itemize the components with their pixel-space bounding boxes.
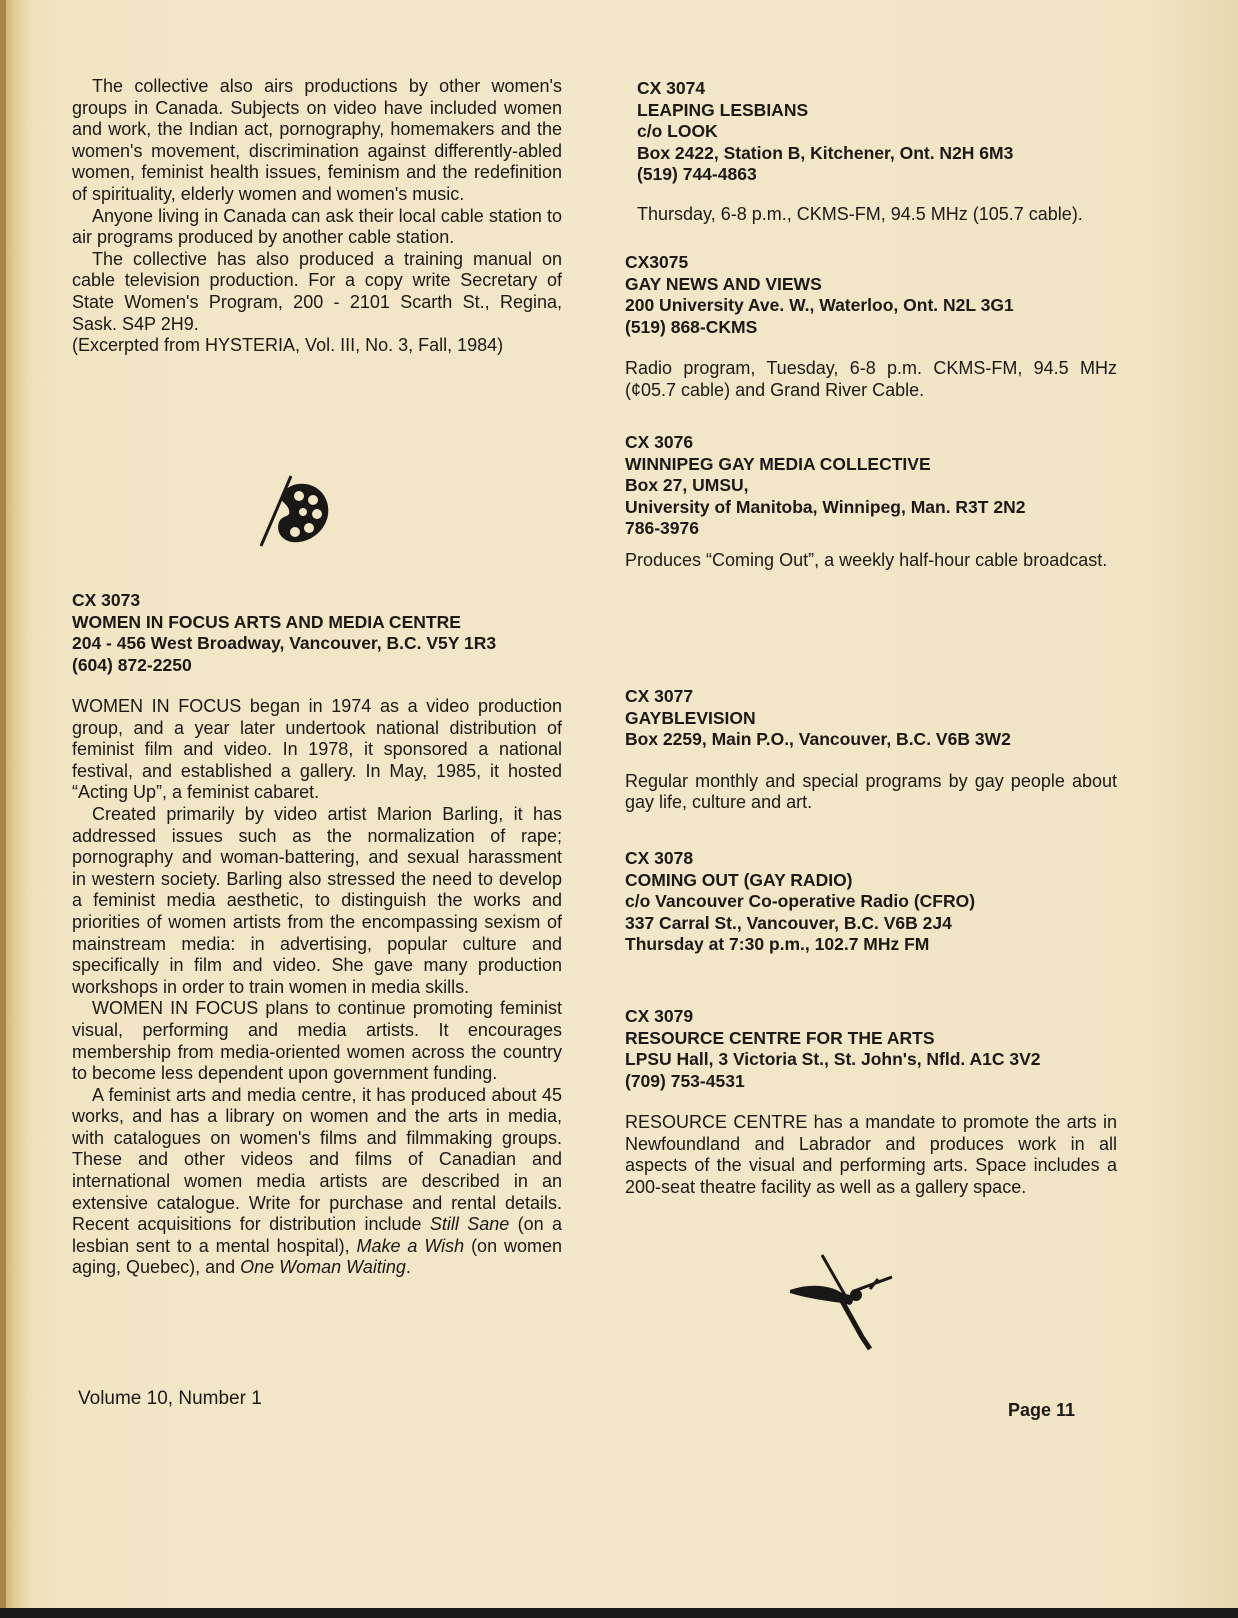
page-spine-shadow [0, 0, 6, 1618]
entry-address: Box 2422, Station B, Kitchener, Ont. N2H 6M3 [637, 142, 1014, 163]
entry-code: CX 3076 [625, 432, 694, 452]
entry-phone: (604) 872-2250 [72, 654, 192, 675]
entry-name: WOMEN IN FOCUS ARTS AND MEDIA CENTRE [72, 611, 461, 632]
entry-code: CX3075 [625, 252, 689, 272]
entry-code: CX 3078 [625, 848, 694, 868]
entry-cx3074 [625, 78, 1117, 225]
entry-description: Produces “Coming Out”, a weekly half-hour cable broadcast. [625, 549, 1108, 570]
entry-description: Regular monthly and special programs by gay people about gay life, culture and art. [625, 770, 1117, 813]
title-one-woman-waiting: One Woman Waiting [240, 1257, 406, 1278]
entry-address: c/o LOOK [637, 121, 718, 141]
entry-schedule: Thursday at 7:30 p.m., 102.7 MHz FM [625, 934, 930, 954]
entry-description: Radio program, Tuesday, 6-8 p.m. CKMS-FM, 94.5 MHz (¢05.7 cable) and Grand River Cable. [625, 358, 1117, 400]
intro-text [72, 76, 562, 357]
entry-address: Box 2259, Main P.O., Vancouver, B.C. V6B 3W2 [625, 729, 1011, 749]
page-number: Page 11 [1008, 1400, 1076, 1420]
entry-cx3077 [625, 686, 1117, 814]
intro-paragraph: Anyone living in Canada can ask their local cable station to air programs produced by another cable station. [72, 205, 562, 248]
entry-paragraph: WOMEN IN FOCUS plans to continue promoting feminist visual, performing and media artists. It encourages membership from media-oriented women across the country to become less dependent upon government funding. [72, 998, 562, 1084]
entry-name: GAY NEWS AND VIEWS [625, 273, 822, 294]
entry-name: WINNIPEG GAY MEDIA COLLECTIVE [625, 453, 931, 474]
page-bottom-edge [0, 1608, 1238, 1618]
entry-description: Thursday, 6-8 p.m., CKMS-FM, 94.5 MHz (105.7 cable). [637, 203, 1083, 224]
entry-name: COMING OUT (GAY RADIO) [625, 869, 853, 890]
entry-description: RESOURCE CENTRE has a mandate to promote the arts in Newfoundland and Labrador and produces work in all aspects of the visual and performing arts. Space includes a 200-seat theatre facility as well as a gallery space. [625, 1112, 1117, 1197]
entry-address: Box 27, UMSU, [625, 475, 749, 495]
intro-paragraph: The collective has also produced a training manual on cable television production. For a copy write Secretary of State Women's Program, 200 - 2101 Scarth St., Regina, Sask. S4P 2H9. [72, 248, 562, 334]
entry-name: RESOURCE CENTRE FOR THE ARTS [625, 1027, 935, 1048]
entry-address: 337 Carral St., Vancouver, B.C. V6B 2J4 [625, 912, 952, 933]
entry-phone: 786-3976 [625, 518, 699, 538]
entry-cx3075 [625, 252, 1117, 401]
title-make-a-wish: Make a Wish [356, 1235, 465, 1256]
entry-cx3073 [72, 590, 562, 1279]
entry-paragraph: WOMEN IN FOCUS began in 1974 as a video production group, and a year later undertook national distribution of feminist film and video. In 1978, it sponsored a national festival, and established a gallery. In May, 1985, it hosted “Acting Up”, a feminist cabaret. [72, 696, 562, 803]
entry-address: c/o Vancouver Co-operative Radio (CFRO) [625, 891, 976, 911]
title-still-sane: Still Sane [429, 1214, 510, 1235]
intro-paragraph: The collective also airs productions by other women's groups in Canada. Subjects on video have included women and work, the Indian act, pornography, homemakers and the women's movement, discrimination against differently-abled women, feminist health issues, feminism and the redefinition of spirituality, elderly women and women's music. [72, 76, 562, 204]
entry-phone: (519) 744-4863 [637, 164, 757, 184]
entry-address: 204 - 456 West Broadway, Vancouver, B.C. V5Y 1R3 [72, 633, 497, 653]
entry-code: CX 3073 [72, 590, 141, 610]
entry-cx3078 [625, 848, 1117, 956]
entry-phone: (709) 753-4531 [625, 1070, 745, 1091]
entry-code: CX 3077 [625, 686, 694, 706]
entry-address: University of Manitoba, Winnipeg, Man. R3T 2N2 [625, 496, 1026, 517]
volume-footer: Volume 10, Number 1 [78, 1388, 262, 1409]
entry-cx3079 [625, 1006, 1117, 1198]
entry-paragraph: A feminist arts and media centre, it has produced about 45 works, and has a library on women and the arts in media, with catalogues on women's films and filmmaking groups. These and other videos and films of Canadian and international women media artists are described in an extensive catalogue. Write for purchase and rental details. Recent acquisitions for distribution include Still Sane (on a lesbian sent to a mental hospital), Make a Wish (on women aging, Quebec), and One Woman Waiting. [72, 1084, 563, 1278]
entry-cx3076 [625, 432, 1117, 571]
entry-paragraph: Created primarily by video artist Marion Barling, it has addressed issues such as the normalization of rape; pornography and woman-battering, and sexual harassment in western society. Barling also stressed the need to develop a feminist media aesthetic, to distinguish the works and priorities of women artists from the encompassing sexism of mainstream media: in advertising, popular culture and specifically in film and video. She gave many production workshops in order to train women in media skills. [72, 803, 562, 997]
dancer-icon [780, 1245, 920, 1360]
entry-code: CX 3079 [625, 1006, 694, 1026]
entry-name: GAYBLEVISION [625, 707, 756, 728]
entry-code: CX 3074 [637, 78, 706, 98]
entry-name: LEAPING LESBIANS [637, 99, 809, 120]
entry-address: LPSU Hall, 3 Victoria St., St. John's, Nfld. A1C 3V2 [625, 1049, 1041, 1069]
entry-address: 200 University Ave. W., Waterloo, Ont. N2L 3G1 [625, 295, 1014, 315]
entry-phone: (519) 868-CKMS [625, 316, 758, 337]
palette-icon [255, 470, 335, 555]
excerpt-credit: (Excerpted from HYSTERIA, Vol. III, No. 3, Fall, 1984) [72, 335, 504, 356]
